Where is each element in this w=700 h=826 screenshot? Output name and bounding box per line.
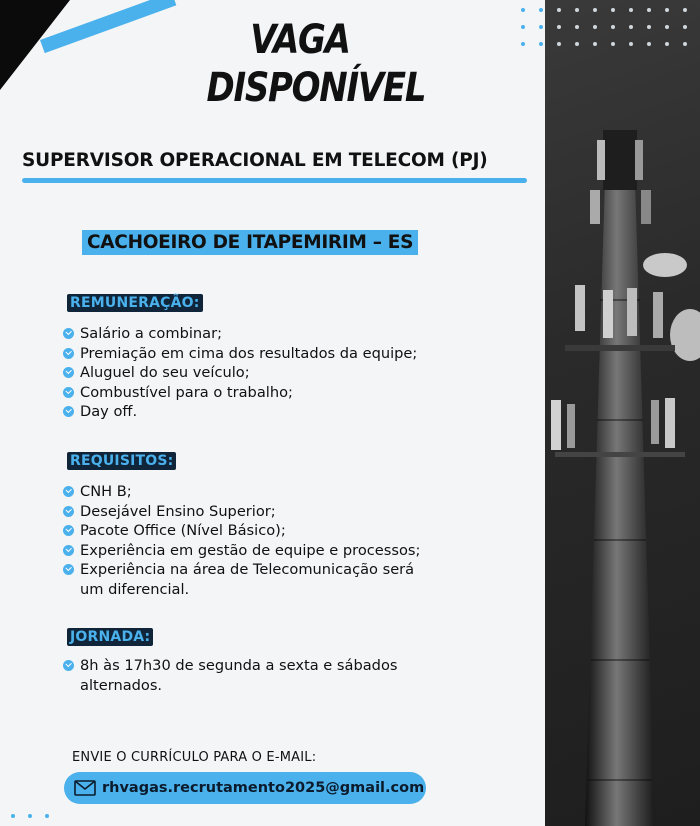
tower-illustration [545,0,700,826]
check-circle-icon [63,387,74,398]
check-circle-icon [63,545,74,556]
dot-pattern-top [520,6,700,52]
check-circle-icon [63,348,74,359]
check-circle-icon [63,564,74,575]
list-item: Desejável Ensino Superior; [63,502,420,522]
dot-pattern-bottom [10,812,60,822]
remuneration-label: REMUNERAÇÃO: [67,294,203,312]
email-address: rhvagas.recrutamento2025@gmail.com [102,780,425,796]
requirements-label: REQUISITOS: [67,452,176,470]
page-title [206,16,426,112]
list-item: Day off. [63,402,417,422]
list-item: Aluguel do seu veículo; [63,363,417,383]
email-contact-link[interactable] [64,772,426,804]
list-item: Experiência em gestão de equipe e processos; [63,541,420,561]
title-line-2: DISPONÍVEL [206,65,426,111]
check-circle-icon [63,486,74,497]
list-item: Salário a combinar; [63,324,417,344]
position-underline [22,178,527,183]
list-item: Experiência na área de Telecomunicação será [63,560,420,580]
list-item-continuation: alternados. [80,676,163,694]
list-item: CNH B; [63,482,420,502]
list-item: Combustível para o trabalho; [63,383,417,403]
list-item: 8h às 17h30 de segunda a sexta e sábados [63,656,397,676]
check-circle-icon [63,660,74,671]
check-circle-icon [63,525,74,536]
list-item-continuation: um diferencial. [80,580,190,598]
list-item: Pacote Office (Nível Básico); [63,521,420,541]
list-item: Premiação em cima dos resultados da equipe; [63,344,417,364]
contact-instruction: ENVIE O CURRÍCULO PARA O E-MAIL: [72,750,317,765]
remuneration-list [63,324,417,422]
check-circle-icon [63,406,74,417]
job-position: SUPERVISOR OPERACIONAL EM TELECOM (PJ) [22,150,488,171]
check-circle-icon [63,506,74,517]
check-circle-icon [63,367,74,378]
envelope-icon [74,780,96,796]
requirements-list [63,482,420,599]
schedule-label: JORNADA: [67,628,153,646]
title-line-1: VAGA [250,17,350,63]
job-location: CACHOEIRO DE ITAPEMIRIM – ES [82,230,418,255]
check-circle-icon [63,328,74,339]
tower-photo [545,0,700,826]
schedule-list [63,656,397,695]
